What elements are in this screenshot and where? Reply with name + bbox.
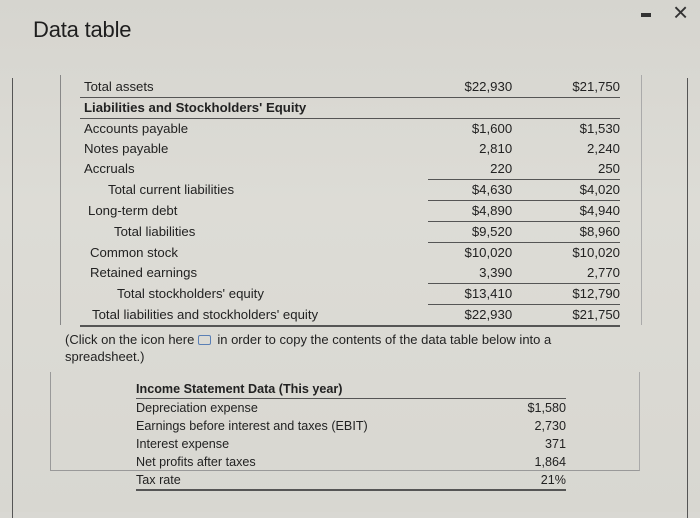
income-statement-table	[136, 380, 566, 491]
this-year-value: $22,930	[428, 305, 512, 327]
table-row	[136, 453, 566, 471]
last-year-value: $1,530	[579, 121, 620, 136]
this-year-value: $13,410	[428, 284, 512, 305]
table-row	[80, 119, 620, 140]
table-row	[80, 305, 620, 327]
row-label: Total liabilities and stockholders' equity	[80, 305, 428, 327]
table-row	[80, 180, 620, 201]
last-year-value	[512, 98, 620, 119]
last-year-value: $12,790	[512, 284, 620, 305]
copy-instructions	[65, 331, 625, 365]
copy-to-spreadsheet-icon[interactable]	[198, 335, 211, 345]
table-row	[80, 222, 620, 243]
table-row	[80, 263, 620, 284]
last-year-value: 250	[597, 161, 620, 176]
this-year-value: $4,890	[428, 201, 512, 222]
table-row	[80, 159, 620, 180]
row-value: $1,580	[527, 401, 566, 415]
this-year-value: $4,630	[428, 180, 512, 201]
row-label: Total liabilities	[114, 224, 196, 239]
last-year-value: $10,020	[512, 243, 620, 264]
row-label: Accruals	[84, 161, 135, 177]
last-year-value: $4,020	[512, 180, 620, 201]
row-label: Notes payable	[84, 141, 169, 156]
row-label: Total stockholders' equity	[117, 286, 264, 301]
table-row	[80, 243, 620, 264]
table-row	[136, 435, 566, 453]
close-icon[interactable]: ×	[673, 0, 689, 27]
row-label: Tax rate	[136, 471, 505, 490]
table-row	[136, 471, 566, 490]
row-label: Interest expense	[136, 437, 230, 451]
row-label: Total assets	[80, 77, 428, 98]
note-text-before: (Click on the icon here	[65, 332, 195, 347]
section-header: Liabilities and Stockholders' Equity	[80, 98, 428, 119]
table-row	[80, 98, 620, 119]
row-label: Net profits after taxes	[136, 455, 256, 469]
row-label: Retained earnings	[90, 265, 198, 281]
table-header-row	[136, 380, 566, 399]
this-year-value	[428, 98, 512, 119]
income-statement-header: Income Statement Data (This year)	[136, 380, 505, 399]
row-value: 2,730	[534, 419, 566, 433]
table-row	[80, 139, 620, 159]
last-year-value: $8,960	[512, 222, 620, 243]
last-year-value: 2,770	[586, 265, 620, 280]
this-year-value: 2,810	[479, 141, 513, 156]
table-row	[80, 201, 620, 222]
row-label: Common stock	[90, 244, 178, 260]
row-value: 21%	[505, 471, 566, 490]
row-value: 371	[544, 437, 566, 451]
balance-sheet-table	[80, 77, 620, 327]
last-year-value: $4,940	[512, 201, 620, 222]
this-year-value: $22,930	[428, 77, 512, 98]
this-year-value: 3,390	[479, 265, 513, 280]
last-year-value: $21,750	[512, 305, 620, 327]
row-label: Earnings before interest and taxes (EBIT)	[136, 419, 368, 433]
this-year-value: $1,600	[471, 121, 513, 136]
table-row	[136, 399, 566, 418]
table-row	[80, 284, 620, 305]
table-row	[136, 417, 566, 435]
last-year-value: $21,750	[512, 77, 620, 98]
this-year-value: $9,520	[428, 222, 512, 243]
last-year-value: 2,240	[586, 141, 620, 156]
this-year-value: 220	[490, 161, 513, 176]
table-row	[80, 77, 620, 98]
row-label: Total current liabilities	[108, 182, 235, 197]
minimize-icon[interactable]	[641, 4, 655, 18]
window-title: Data table	[33, 17, 132, 42]
row-label: Depreciation expense	[136, 401, 258, 415]
row-label: Accounts payable	[84, 121, 189, 136]
row-label: Long-term debt	[88, 203, 178, 218]
this-year-value: $10,020	[428, 243, 512, 264]
note-text-after: in order to copy the contents of the data table below into a spreadsheet.)	[65, 332, 552, 364]
row-value: 1,864	[534, 455, 566, 469]
